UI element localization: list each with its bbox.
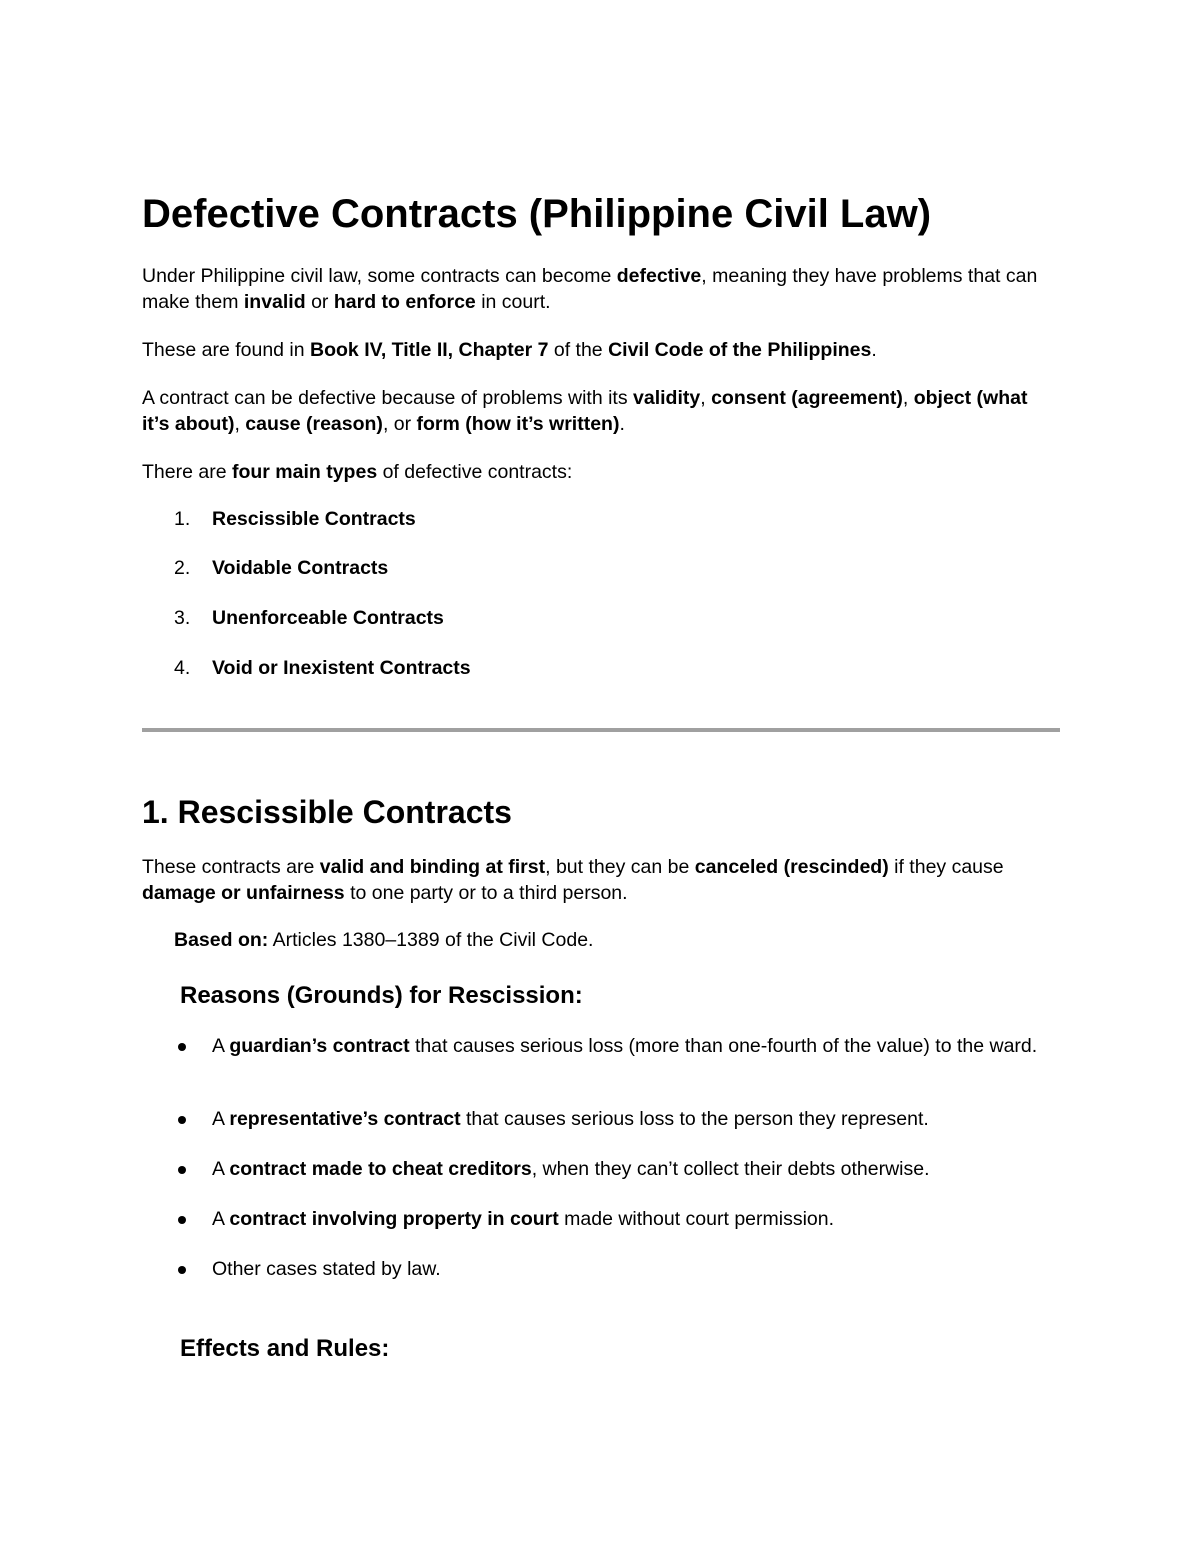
reason-list-item <box>212 1206 1052 1232</box>
text-run: There are <box>142 461 232 483</box>
bold-text-run: Civil Code of the Philippines <box>608 339 872 361</box>
bold-text-run: Book IV, Title II, Chapter 7 <box>310 339 549 361</box>
list-number: 1. <box>174 508 191 530</box>
bold-text-run: four main types <box>231 461 378 483</box>
text-run: A contract can be defective because of problems with its <box>142 387 634 409</box>
bold-text-run: canceled (rescinded) <box>694 856 889 878</box>
based-on-note <box>174 927 1054 953</box>
text-run: , <box>902 387 914 409</box>
bold-text-run: Based on: <box>174 929 269 951</box>
bold-text-run: valid and binding at first <box>319 856 546 878</box>
bold-text-run: defective <box>616 265 702 287</box>
bold-text-run: form (how it’s written) <box>416 413 620 435</box>
horizontal-divider <box>142 728 1060 732</box>
reason-list-item <box>212 1256 1052 1282</box>
text-run: , <box>234 413 246 435</box>
reasons-heading: Reasons (Grounds) for Rescission: <box>180 982 583 1009</box>
text-run: . <box>619 413 625 435</box>
reason-list-item <box>212 1106 1052 1132</box>
bold-text-run: contract involving property in court <box>229 1208 559 1230</box>
text-run: made without court permission. <box>558 1208 835 1230</box>
text-run: A <box>212 1035 230 1057</box>
text-run: or <box>305 291 334 313</box>
type-list-item <box>174 555 388 581</box>
text-run: of the <box>548 339 609 361</box>
text-run: These are found in <box>142 339 311 361</box>
bold-text-run: contract made to cheat creditors <box>229 1158 532 1180</box>
text-run: , meaning they have problems that can make them <box>142 265 1038 313</box>
type-list-item <box>174 506 416 532</box>
bold-text-run: hard to enforce <box>333 291 476 313</box>
text-run: . <box>871 339 877 361</box>
text-run: Articles 1380–1389 of the Civil Code. <box>268 929 594 951</box>
bullet-icon <box>178 1043 186 1051</box>
list-label: Rescissible Contracts <box>212 508 416 530</box>
bold-text-run: validity <box>633 387 701 409</box>
text-run: These contracts are <box>142 856 320 878</box>
text-run: to one party or to a third person. <box>344 882 628 904</box>
text-run: Other cases stated by law. <box>212 1258 441 1280</box>
bullet-icon <box>178 1116 186 1124</box>
list-label: Void or Inexistent Contracts <box>212 657 471 679</box>
text-run: that causes serious loss to the person they represent. <box>460 1108 929 1130</box>
bullet-icon <box>178 1166 186 1174</box>
intro-paragraph-3 <box>142 385 1060 437</box>
list-number: 4. <box>174 657 191 679</box>
intro-paragraph-4 <box>142 459 1060 485</box>
list-label: Unenforceable Contracts <box>212 607 444 629</box>
text-run: of defective contracts: <box>377 461 573 483</box>
section-paragraph <box>142 854 1060 906</box>
text-run: that causes serious loss (more than one-fourth of the value) to the ward. <box>409 1035 1038 1057</box>
list-number: 3. <box>174 607 191 629</box>
bullet-icon <box>178 1266 186 1274</box>
intro-paragraph-2 <box>142 337 1060 363</box>
reason-list-item <box>212 1033 1052 1059</box>
text-run: , or <box>382 413 417 435</box>
text-run: if they cause <box>888 856 1004 878</box>
bold-text-run: damage or unfairness <box>142 882 345 904</box>
reason-list-item <box>212 1156 1052 1182</box>
document-title: Defective Contracts (Philippine Civil Law) <box>142 192 932 236</box>
text-run: A <box>212 1208 230 1230</box>
text-run: Under Philippine civil law, some contracts can become <box>142 265 617 287</box>
list-label: Voidable Contracts <box>212 557 389 579</box>
type-list-item <box>174 655 471 681</box>
text-run: A <box>212 1108 230 1130</box>
section-heading: 1. Rescissible Contracts <box>142 794 512 830</box>
bold-text-run: cause (reason) <box>245 413 383 435</box>
text-run: , but they can be <box>545 856 695 878</box>
bold-text-run: guardian’s contract <box>229 1035 410 1057</box>
type-list-item <box>174 605 444 631</box>
text-run: in court. <box>475 291 551 313</box>
bold-text-run: object (what it’s about) <box>142 387 1028 435</box>
bold-text-run: invalid <box>243 291 306 313</box>
text-run: A <box>212 1158 230 1180</box>
bullet-icon <box>178 1216 186 1224</box>
intro-paragraph-1 <box>142 263 1060 315</box>
bold-text-run: representative’s contract <box>229 1108 461 1130</box>
bold-text-run: consent (agreement) <box>711 387 903 409</box>
text-run: , when they can’t collect their debts otherwise. <box>531 1158 930 1180</box>
effects-heading: Effects and Rules: <box>180 1335 390 1362</box>
list-number: 2. <box>174 557 191 579</box>
text-run: , <box>700 387 712 409</box>
